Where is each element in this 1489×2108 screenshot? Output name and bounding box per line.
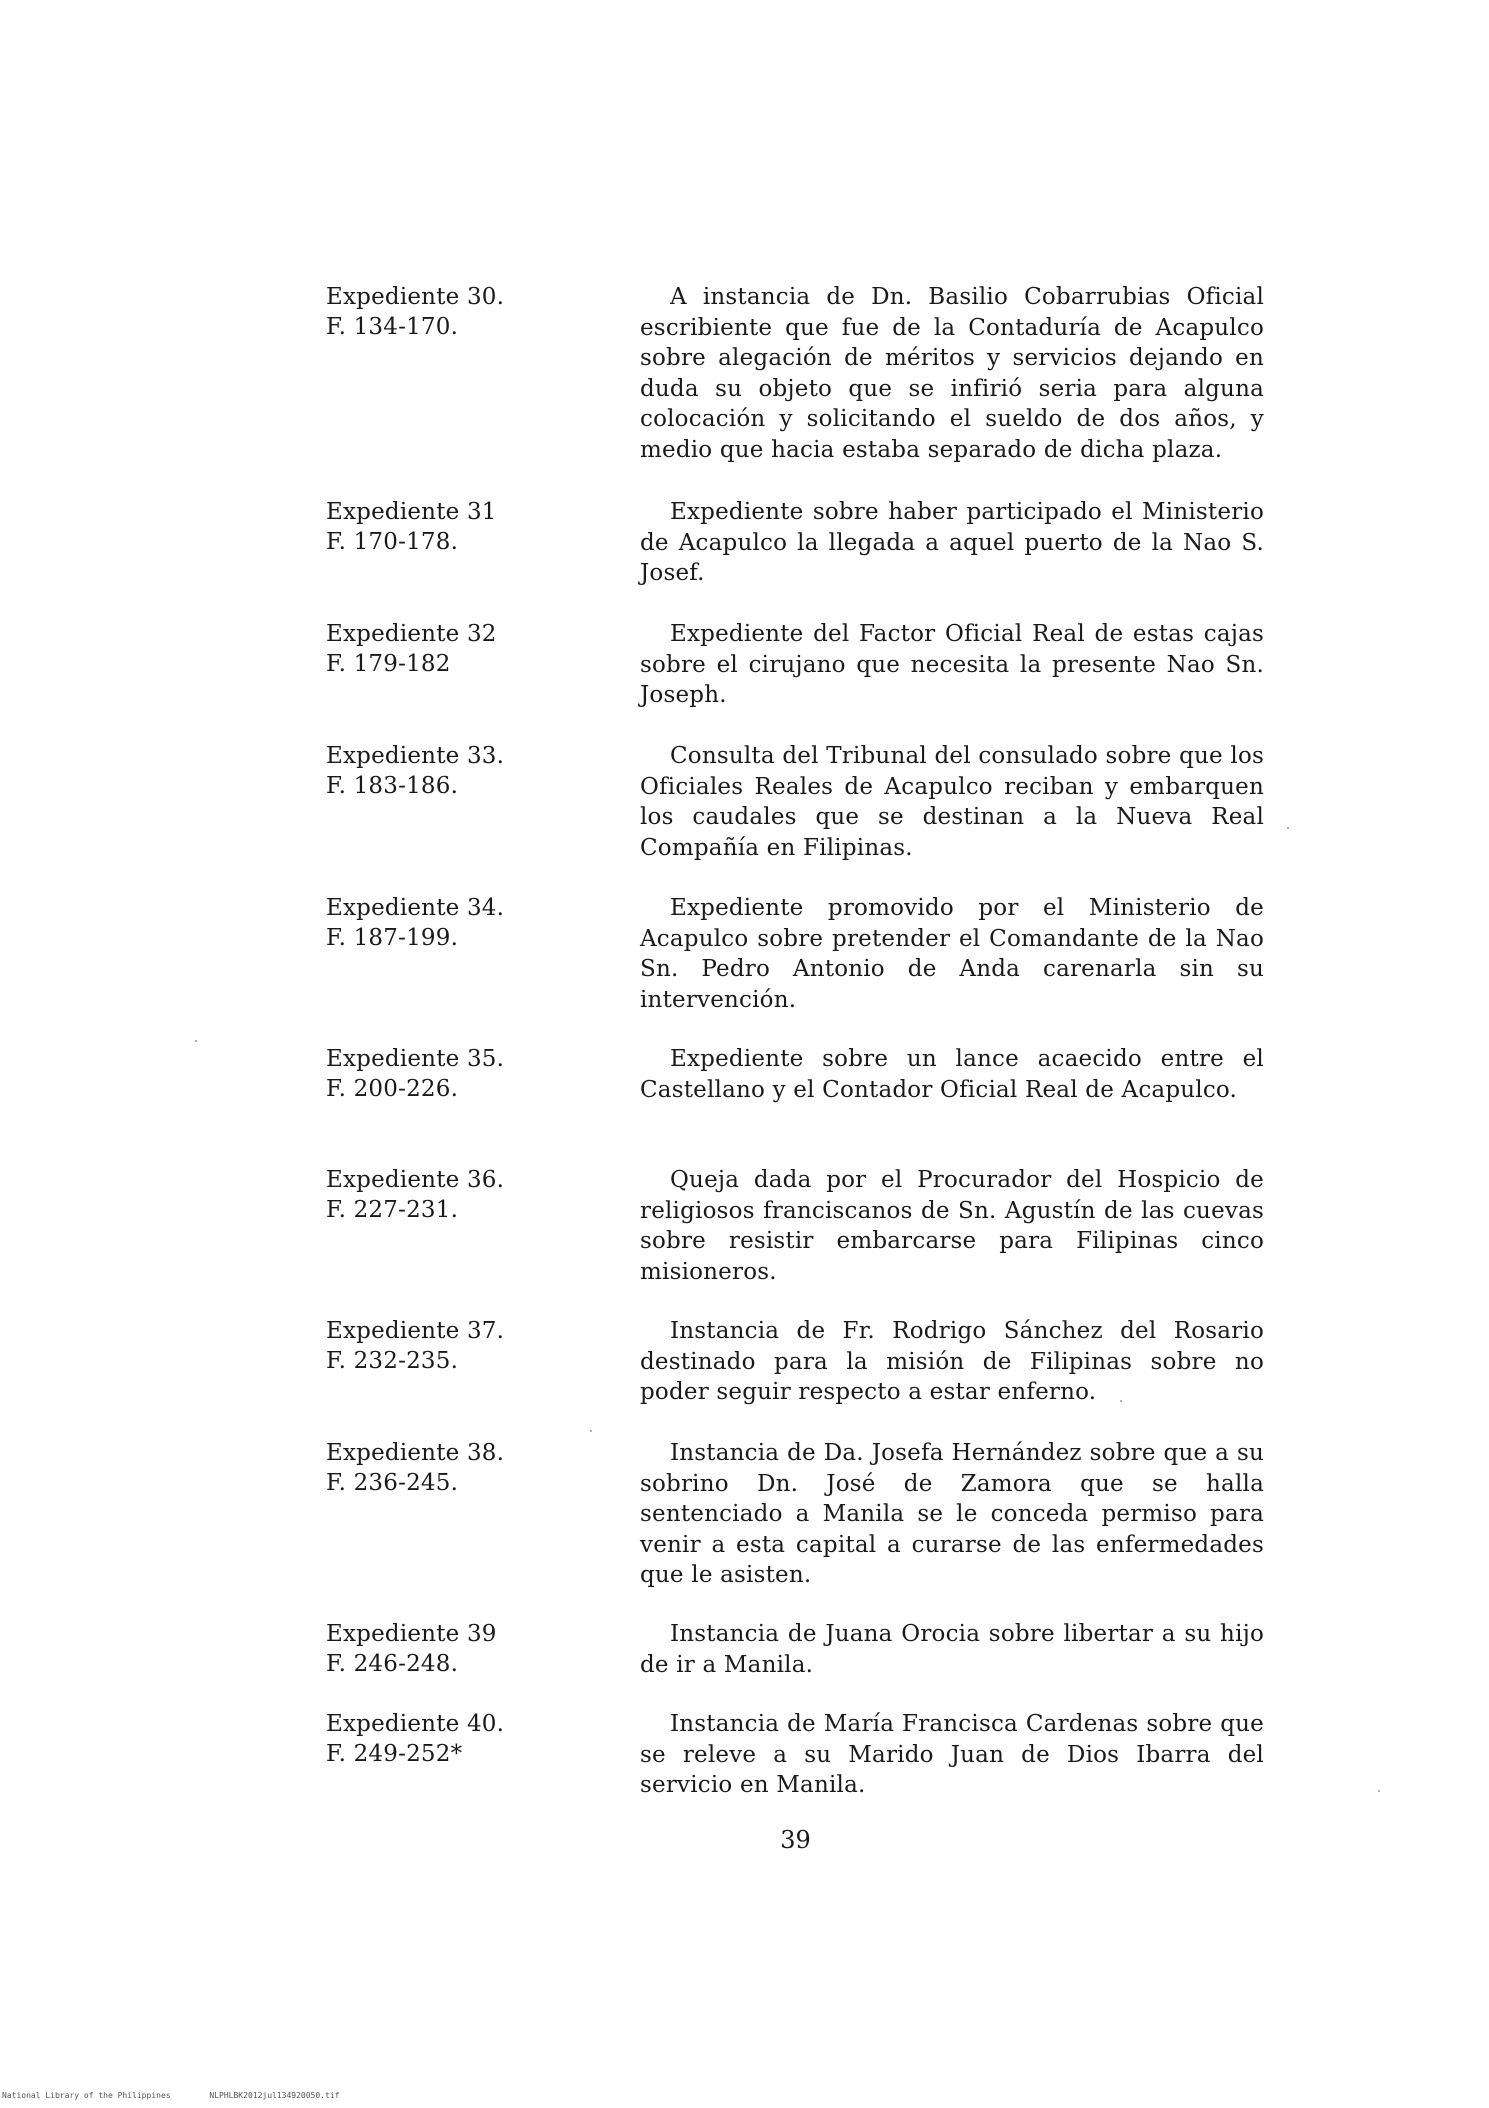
entry-reference <box>326 1165 526 1225</box>
entry-reference <box>326 1709 526 1769</box>
entry-description: Expediente promovido por el Ministerio de Acapulco sobre pretender el Comandante de la Nao Sn. Pedro Antonio de Anda carenarla sin su intervención. <box>640 895 1264 1013</box>
folio-range: F. 187-199. <box>326 925 459 951</box>
folio-range: F. 179-182 <box>326 651 451 677</box>
scan-speck <box>1120 1400 1122 1402</box>
folio-range: F. 134-170. <box>326 314 459 340</box>
expediente-label: Expediente 34. <box>326 895 505 921</box>
entry-reference <box>326 282 526 342</box>
footer-library: National Library of the Philippines <box>2 2091 171 2100</box>
entry-description: A instancia de Dn. Basilio Cobarrubias Oficial escribiente que fue de la Contaduría de Acapulco sobre alegación de méritos y servicios dejando en duda su objeto que se infirió seria para alguna colocación y solicitando el sueldo de dos años, y medio que hacia estaba separado de dicha plaza. <box>640 284 1264 463</box>
entry-description: Instancia de Juana Orocia sobre libertar a su hijo de ir a Manila. <box>640 1621 1264 1678</box>
entry-description: Instancia de Fr. Rodrigo Sánchez del Rosario destinado para la misión de Filipinas sobre no poder seguir respecto a estar enferno. <box>640 1318 1264 1405</box>
entry-reference <box>326 893 526 953</box>
folio-range: F. 249-252* <box>326 1741 463 1767</box>
expediente-label: Expediente 40. <box>326 1711 505 1737</box>
scan-speck <box>195 1040 197 1042</box>
entry-reference <box>326 1438 526 1498</box>
folio-range: F. 246-248. <box>326 1651 459 1677</box>
entry-reference <box>326 1044 526 1104</box>
folio-range: F. 183-186. <box>326 773 459 799</box>
entry-reference <box>326 741 526 801</box>
page-number: 39 <box>780 1826 811 1854</box>
expediente-label: Expediente 31 <box>326 499 497 525</box>
expediente-label: Expediente 30. <box>326 284 505 310</box>
footer-file-id: NLPHLBK2012jul134920050.tif <box>209 2091 340 2100</box>
scan-footer <box>2 2091 373 2100</box>
entry-description: Expediente sobre haber participado el Ministerio de Acapulco la llegada a aquel puerto de la Nao S. Josef. <box>640 499 1264 586</box>
expediente-label: Expediente 33. <box>326 743 505 769</box>
entry-description: Consulta del Tribunal del consulado sobre que los Oficiales Reales de Acapulco reciban y embarquen los caudales que se destinan a la Nueva Real Compañía en Filipinas. <box>640 743 1264 861</box>
expediente-label: Expediente 37. <box>326 1318 505 1344</box>
folio-range: F. 227-231. <box>326 1197 459 1223</box>
entry-description: Expediente sobre un lance acaecido entre el Castellano y el Contador Oficial Real de Acapulco. <box>640 1046 1264 1103</box>
expediente-label: Expediente 32 <box>326 621 497 647</box>
folio-range: F. 200-226. <box>326 1076 459 1102</box>
entry-reference <box>326 497 526 557</box>
folio-range: F. 232-235. <box>326 1348 459 1374</box>
folio-range: F. 236-245. <box>326 1470 459 1496</box>
scan-speck <box>590 1430 592 1432</box>
entry-reference <box>326 619 526 679</box>
expediente-label: Expediente 39 <box>326 1621 497 1647</box>
entry-description: Queja dada por el Procurador del Hospicio de religiosos franciscanos de Sn. Agustín de las cuevas sobre resistir embarcarse para Filipinas cinco misioneros. <box>640 1167 1264 1285</box>
expediente-label: Expediente 35. <box>326 1046 505 1072</box>
entry-reference <box>326 1316 526 1376</box>
expediente-label: Expediente 36. <box>326 1167 505 1193</box>
scan-speck <box>1378 1790 1380 1792</box>
entry-description: Expediente del Factor Oficial Real de estas cajas sobre el cirujano que necesita la presente Nao Sn. Joseph. <box>640 621 1264 708</box>
folio-range: F. 170-178. <box>326 529 459 555</box>
entry-reference <box>326 1619 526 1679</box>
scan-speck <box>1287 827 1289 829</box>
expediente-label: Expediente 38. <box>326 1440 505 1466</box>
entry-description: Instancia de Da. Josefa Hernández sobre que a su sobrino Dn. José de Zamora que se halla sentenciado a Manila se le conceda permiso para venir a esta capital a curarse de las enfermedades que le asisten. <box>640 1440 1264 1588</box>
entry-description: Instancia de María Francisca Cardenas sobre que se releve a su Marido Juan de Dios Ibarra del servicio en Manila. <box>640 1711 1264 1798</box>
